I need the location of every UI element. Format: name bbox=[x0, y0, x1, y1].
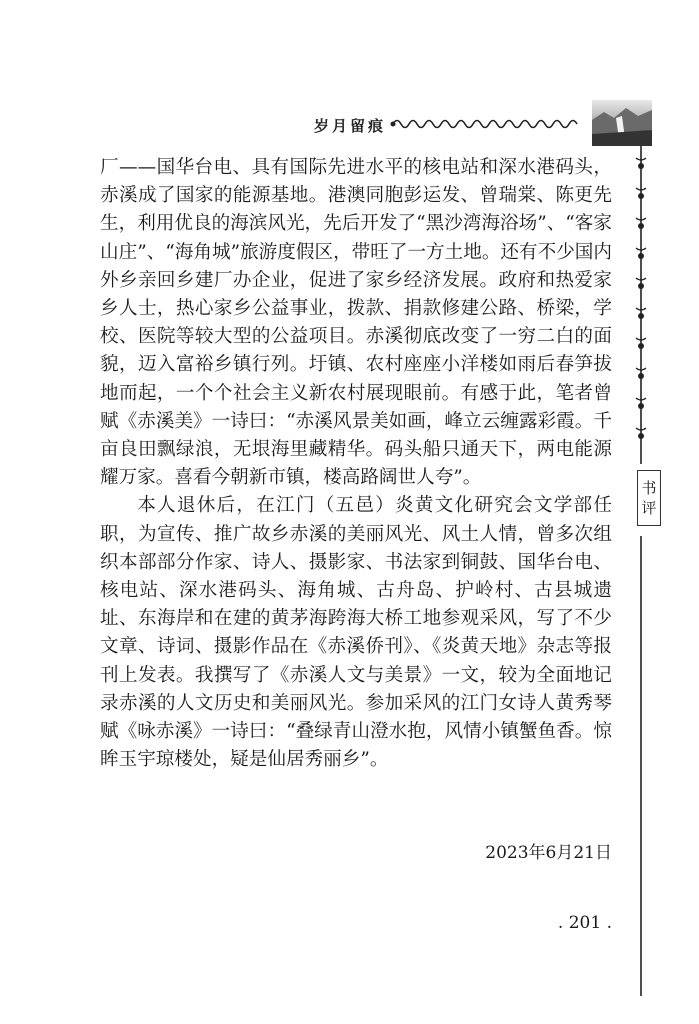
section-tab bbox=[637, 470, 661, 526]
article-date: 2023年6月21日 bbox=[485, 843, 612, 863]
section-tab-char: 书 bbox=[641, 479, 657, 497]
section-title: 岁月留痕 bbox=[314, 117, 387, 135]
paragraph: 厂——国华台电、具有国际先进水平的核电站和深水港码头，赤溪成了国家的能源基地。港澳同胞彭运发、曾瑞棠、陈更先生，利用优良的海滨风光，先后开发了“黑沙湾海浴场”、“客家山庄”、“海角城”旅游度假区，带旺了一方土地。还有不少国内外乡亲回乡建厂办企业，促进了家乡经济发展。政府和热爱家乡人士，热心家乡公益事业，拨款、捐款修建公路、桥梁，学校、医院等较大型的公益项目。赤溪彻底改变了一穷二白的面貌，迈入富裕乡镇行列。圩镇、农村座座小洋楼如雨后春笋拔地而起，一个个社会主义新农村展现眼前。有感于此，笔者曾赋《赤溪美》一诗曰：“赤溪风景美如画，峰立云缠露彩霞。千亩良田飘绿浪，无垠海里藏精华。码头船只通天下，两电能源耀万家。喜看今朝新市镇，楼高路阔世人夸”。 bbox=[100, 157, 612, 489]
paragraph: 本人退休后，在江门（五邑）炎黄文化研究会文学部任职，为宣传、推广故乡赤溪的美丽风光、风土人情，曾多次组织本部部分作家、诗人、摄影家、书法家到铜鼓、国华台电、核电站、深水港码头、海角城、古舟岛、护岭村、古县城遗址、东海岸和在建的黄茅海跨海大桥工地参观采风，写了不少文章、诗词、摄影作品在《赤溪侨刊》、《炎黄天地》杂志等报刊上发表。我撰写了《赤溪人文与美景》一文，较为全面地记录赤溪的人文历史和美丽风光。参加采风的江门女诗人黄秀琴赋《咏赤溪》一诗曰：“叠绿青山澄水抱，风情小镇蟹鱼香。惊眸玉宇琼楼处，疑是仙居秀丽乡”。 bbox=[100, 495, 612, 771]
header-ornament bbox=[390, 116, 590, 132]
section-tab-char: 评 bbox=[641, 499, 657, 517]
page-number: . 201 . bbox=[557, 913, 612, 933]
article-body bbox=[100, 154, 612, 774]
side-ornament bbox=[630, 146, 652, 996]
header-landscape-photo bbox=[592, 100, 652, 146]
